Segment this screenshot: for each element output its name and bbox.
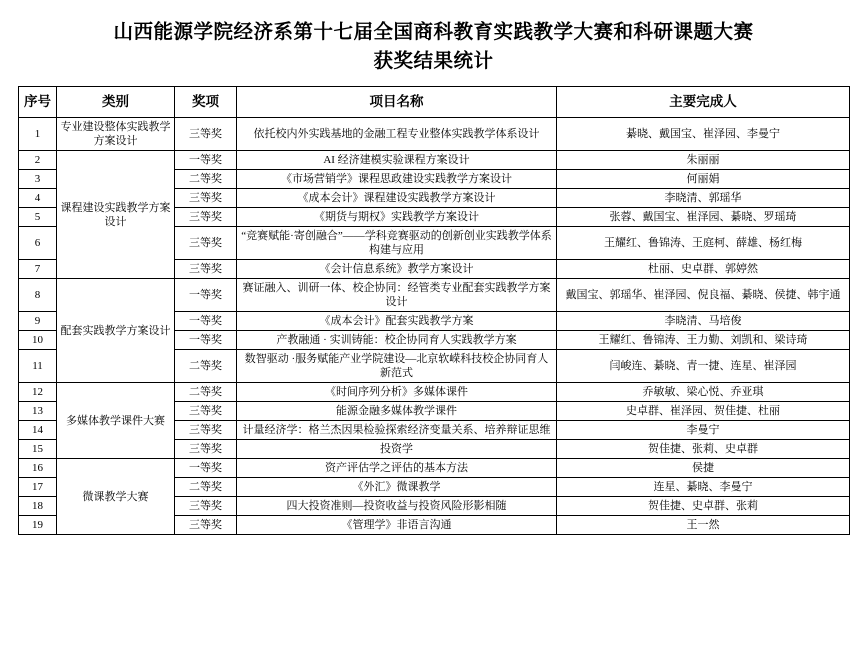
cell-no: 2 <box>19 151 57 170</box>
table-body <box>19 118 850 535</box>
cell-no: 13 <box>19 402 57 421</box>
cell-prize: 二等奖 <box>175 170 237 189</box>
cell-people: 杜丽、史卓群、郭婷然 <box>557 260 850 279</box>
cell-project: 《时间序列分析》多媒体课件 <box>237 383 557 402</box>
table-row <box>19 151 850 170</box>
cell-no: 17 <box>19 478 57 497</box>
cell-people: 王一然 <box>557 516 850 535</box>
cell-project: 投资学 <box>237 440 557 459</box>
cell-project: 《期货与期权》实践教学方案设计 <box>237 208 557 227</box>
cell-category: 课程建设实践教学方案设计 <box>57 151 175 279</box>
cell-prize: 一等奖 <box>175 312 237 331</box>
cell-no: 15 <box>19 440 57 459</box>
cell-people: 史卓群、崔泽园、贺佳捷、杜丽 <box>557 402 850 421</box>
cell-people: 李曼宁 <box>557 421 850 440</box>
cell-project: 《会计信息系统》教学方案设计 <box>237 260 557 279</box>
cell-people: 贺佳捷、张莉、史卓群 <box>557 440 850 459</box>
cell-no: 4 <box>19 189 57 208</box>
cell-prize: 三等奖 <box>175 227 237 260</box>
cell-project: 四大投资准则—投资收益与投资风险形影相随 <box>237 497 557 516</box>
cell-people: 侯捷 <box>557 459 850 478</box>
cell-people: 朱丽丽 <box>557 151 850 170</box>
cell-project: 《成本会计》配套实践教学方案 <box>237 312 557 331</box>
cell-project: 能源金融多媒体教学课件 <box>237 402 557 421</box>
cell-no: 7 <box>19 260 57 279</box>
cell-prize: 一等奖 <box>175 279 237 312</box>
cell-project: “竞赛赋能·寄创融合”——学科竞赛驱动的创新创业实践教学体系构建与应用 <box>237 227 557 260</box>
cell-prize: 一等奖 <box>175 151 237 170</box>
cell-prize: 三等奖 <box>175 260 237 279</box>
cell-project: 计量经济学：格兰杰因果检验探索经济变量关系、培养辩证思维 <box>237 421 557 440</box>
cell-category: 微课教学大赛 <box>57 459 175 535</box>
page-title-line-2: 获奖结果统计 <box>373 51 494 72</box>
cell-project: 产教融通 · 实训铸能：校企协同育人实践教学方案 <box>237 331 557 350</box>
table-row <box>19 459 850 478</box>
cell-no: 16 <box>19 459 57 478</box>
cell-people: 闫峻连、綦晓、青一捷、连星、崔泽园 <box>557 350 850 383</box>
cell-prize: 二等奖 <box>175 350 237 383</box>
cell-no: 3 <box>19 170 57 189</box>
cell-no: 14 <box>19 421 57 440</box>
cell-no: 12 <box>19 383 57 402</box>
cell-no: 9 <box>19 312 57 331</box>
table-row <box>19 279 850 312</box>
cell-project: 数智驱动 ·服务赋能产业学院建设—北京软嵘科技校企协同育人新范式 <box>237 350 557 383</box>
cell-people: 王耀红、鲁锦涛、王力勤、刘凯和、梁诗琦 <box>557 331 850 350</box>
cell-people: 贺佳捷、史卓群、张莉 <box>557 497 850 516</box>
cell-prize: 三等奖 <box>175 402 237 421</box>
cell-category: 专业建设整体实践教学方案设计 <box>57 118 175 151</box>
column-header-category: 类别 <box>57 87 175 118</box>
cell-prize: 三等奖 <box>175 421 237 440</box>
cell-prize: 三等奖 <box>175 497 237 516</box>
cell-no: 10 <box>19 331 57 350</box>
cell-prize: 三等奖 <box>175 516 237 535</box>
column-header-prize: 奖项 <box>175 87 237 118</box>
award-results-table <box>18 86 850 535</box>
cell-no: 5 <box>19 208 57 227</box>
cell-people: 戴国宝、郭瑶华、崔泽园、倪良福、綦晓、侯捷、韩宇通 <box>557 279 850 312</box>
cell-prize: 一等奖 <box>175 331 237 350</box>
cell-project: 《成本会计》课程建设实践教学方案设计 <box>237 189 557 208</box>
cell-no: 18 <box>19 497 57 516</box>
cell-project: 资产评估学之评估的基本方法 <box>237 459 557 478</box>
table-row <box>19 118 850 151</box>
cell-people: 綦晓、戴国宝、崔泽园、李曼宁 <box>557 118 850 151</box>
cell-prize: 三等奖 <box>175 440 237 459</box>
cell-project: 依托校内外实践基地的金融工程专业整体实践教学体系设计 <box>237 118 557 151</box>
cell-project: 《管理学》非语言沟通 <box>237 516 557 535</box>
page-title-line-1: 山西能源学院经济系第十七届全国商科教育实践教学大赛和科研课题大赛 <box>113 22 754 43</box>
cell-people: 王耀红、鲁锦涛、王庭柯、薛雄、杨红梅 <box>557 227 850 260</box>
cell-people: 乔敏敏、梁心悦、乔亚琪 <box>557 383 850 402</box>
column-header-people: 主要完成人 <box>557 87 850 118</box>
cell-people: 李晓清、郭瑶华 <box>557 189 850 208</box>
cell-category: 配套实践教学方案设计 <box>57 279 175 383</box>
cell-prize: 三等奖 <box>175 208 237 227</box>
table-header <box>19 87 850 118</box>
cell-no: 6 <box>19 227 57 260</box>
cell-people: 何丽娟 <box>557 170 850 189</box>
column-header-no: 序号 <box>19 87 57 118</box>
cell-prize: 二等奖 <box>175 383 237 402</box>
cell-people: 连星、綦晓、李曼宁 <box>557 478 850 497</box>
cell-project: 赛证融入、训研一体、校企协同：经管类专业配套实践教学方案设计 <box>237 279 557 312</box>
cell-prize: 三等奖 <box>175 189 237 208</box>
table-header-row <box>19 87 850 118</box>
cell-no: 11 <box>19 350 57 383</box>
page-title <box>18 18 849 76</box>
cell-category: 多媒体教学课件大赛 <box>57 383 175 459</box>
cell-no: 8 <box>19 279 57 312</box>
cell-no: 19 <box>19 516 57 535</box>
cell-people: 张蓉、戴国宝、崔泽园、綦晓、罗瑶琦 <box>557 208 850 227</box>
cell-project: 《外汇》微课教学 <box>237 478 557 497</box>
cell-prize: 三等奖 <box>175 118 237 151</box>
cell-no: 1 <box>19 118 57 151</box>
cell-prize: 一等奖 <box>175 459 237 478</box>
cell-project: 《市场营销学》课程思政建设实践教学方案设计 <box>237 170 557 189</box>
table-row <box>19 383 850 402</box>
cell-project: AI 经济建模实验课程方案设计 <box>237 151 557 170</box>
cell-people: 李晓清、马培俊 <box>557 312 850 331</box>
cell-prize: 二等奖 <box>175 478 237 497</box>
column-header-project: 项目名称 <box>237 87 557 118</box>
